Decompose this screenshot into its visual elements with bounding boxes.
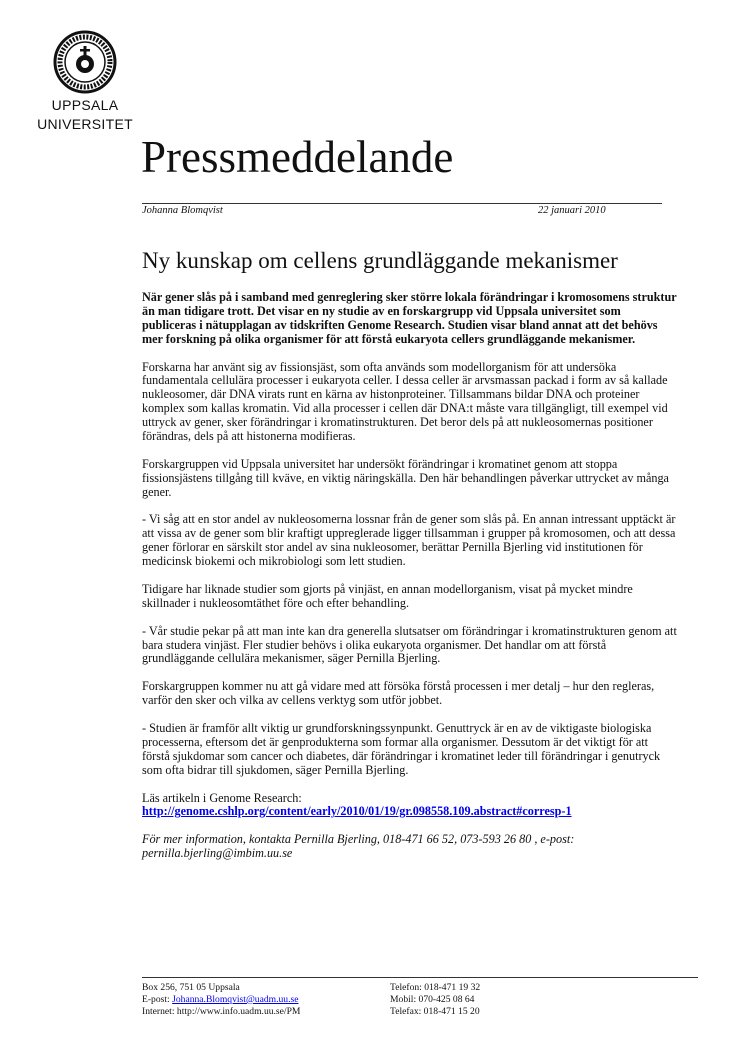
paragraph: - Vår studie pekar på att man inte kan dra generella slutsatser om förändringar i kromatinstrukturen genom att bara studera vinjäst. Fler studier behövs i olika eukaryota organismer. Det handlar om att förstå grundläggande cellulära mekanismer, säger Pernilla Bjerling. — [142, 623, 677, 666]
footer-phone: Telefon: 018-471 19 32 — [390, 982, 481, 993]
footer-email-label: E-post: — [142, 993, 173, 1005]
footer-email-link[interactable]: Johanna.Blomqvist@uadm.uu.se — [172, 993, 299, 1005]
logo-text-line2: UNIVERSITET — [37, 116, 133, 132]
page-title: Pressmeddelande — [141, 132, 454, 182]
author: Johanna Blomqvist — [142, 205, 223, 216]
university-seal-icon — [53, 30, 117, 94]
article-label: Läs artikeln i Genome Research: — [142, 790, 302, 805]
date: 22 januari 2010 — [538, 205, 606, 216]
paragraph: Tidigare har liknade studier som gjorts på vinjäst, en annan modellorganism, visat på mycket mindre skillnader i nukleosomtäthet före och efter behandling. — [142, 581, 633, 610]
article-body — [142, 291, 677, 875]
contact-info: För mer information, kontakta Pernilla Bjerling, 018-471 66 52, 073-593 26 80 , e-post: pernilla.bjerling@imbim.uu.se — [142, 832, 575, 861]
footer-internet: Internet: http://www.info.uadm.uu.se/PM — [142, 1005, 301, 1017]
paragraph: - Vi såg att en stor andel av nukleosomerna lossnar från de gener som slås på. En annan intressant upptäckt är att vissa av de gener som blir kraftigt uppreglerade ligger tillsamman i grupper på kromosomen, och att dessa gener förlorar en särskilt stor andel av sina nukleosomer, berättar Pernilla Bjerling vid institutionen för medicinsk biokemi och mikrobiologi som lett studien. — [142, 512, 676, 569]
footer-fax: Telefax: 018-471 15 20 — [390, 1005, 480, 1017]
footer-email — [142, 994, 300, 1006]
footer-divider — [142, 977, 698, 978]
university-logo — [30, 30, 140, 132]
paragraph: - Studien är framför allt viktig ur grundforskningssynpunkt. Genuttryck är en av de viktigaste biologiska processerna, eftersom det är genprodukterna som formar alla organismer. Dessutom är det viktigt för att förstå sjukdomar som cancer och diabetes, där förändringar i kromatinet leder till förändringar i genutryck som ofta bidrar till sjukdomen, säger Pernilla Bjerling. — [142, 720, 661, 777]
logo-text-line1: UPPSALA — [51, 97, 119, 113]
article-reference — [142, 792, 677, 820]
lead-paragraph: När gener slås på i samband med genreglering sker större lokala förändringar i kromosomens struktur än man tidigare trott. Det visar en ny studie av en forskargrupp vid Uppsala universitet som publiceras i nätupplagan av tidskriften Genome Research. Studien visar bland annat att det behövs mer forskning på olika organismer för att förstå eukaryota cellers grundläggande mekanismer. — [142, 290, 677, 346]
paragraph: Forskarna har använt sig av fissionsjäst, som ofta används som modellorganism för att undersöka fundamentala cellulära processer i eukaryota celler. I dessa celler är arvsmassan packad i form av så kallade nukleosomer, där DNA virats runt en kärna av histonproteiner. Tillsammans bildar DNA och proteiner komplex som kallas kromatin. Vid alla processer i cellen där DNA:t måste vara tillgängligt, till exempel vid uttryck av gener, sker förändringar i kromatinstrukturen. Det beror dels på att nukleosomernas positioner förändras, dels på att histonerna modifieras. — [142, 359, 668, 444]
header-divider — [142, 203, 662, 204]
footer-right — [390, 982, 480, 1017]
footer-address: Box 256, 751 05 Uppsala — [142, 982, 240, 993]
paragraph: Forskargruppen vid Uppsala universitet har undersökt förändringar i kromatinet genom att stoppa fissionsjästens tillgång till kväve, en viktig näringskälla. Den här behandlingen påverkar uttrycket av många gener. — [142, 456, 669, 499]
footer-left — [142, 982, 300, 1017]
article-link[interactable]: http://genome.cshlp.org/content/early/2010/01/19/gr.098558.109.abstract#corresp-1 — [142, 804, 572, 819]
footer-mobile: Mobil: 070-425 08 64 — [390, 993, 475, 1005]
headline: Ny kunskap om cellens grundläggande mekanismer — [142, 248, 618, 273]
paragraph: Forskargruppen kommer nu att gå vidare med att försöka förstå processen i mer detalj – hur den regleras, varför den sker och vilka av cellens verktyg som utför jobbet. — [142, 679, 655, 708]
